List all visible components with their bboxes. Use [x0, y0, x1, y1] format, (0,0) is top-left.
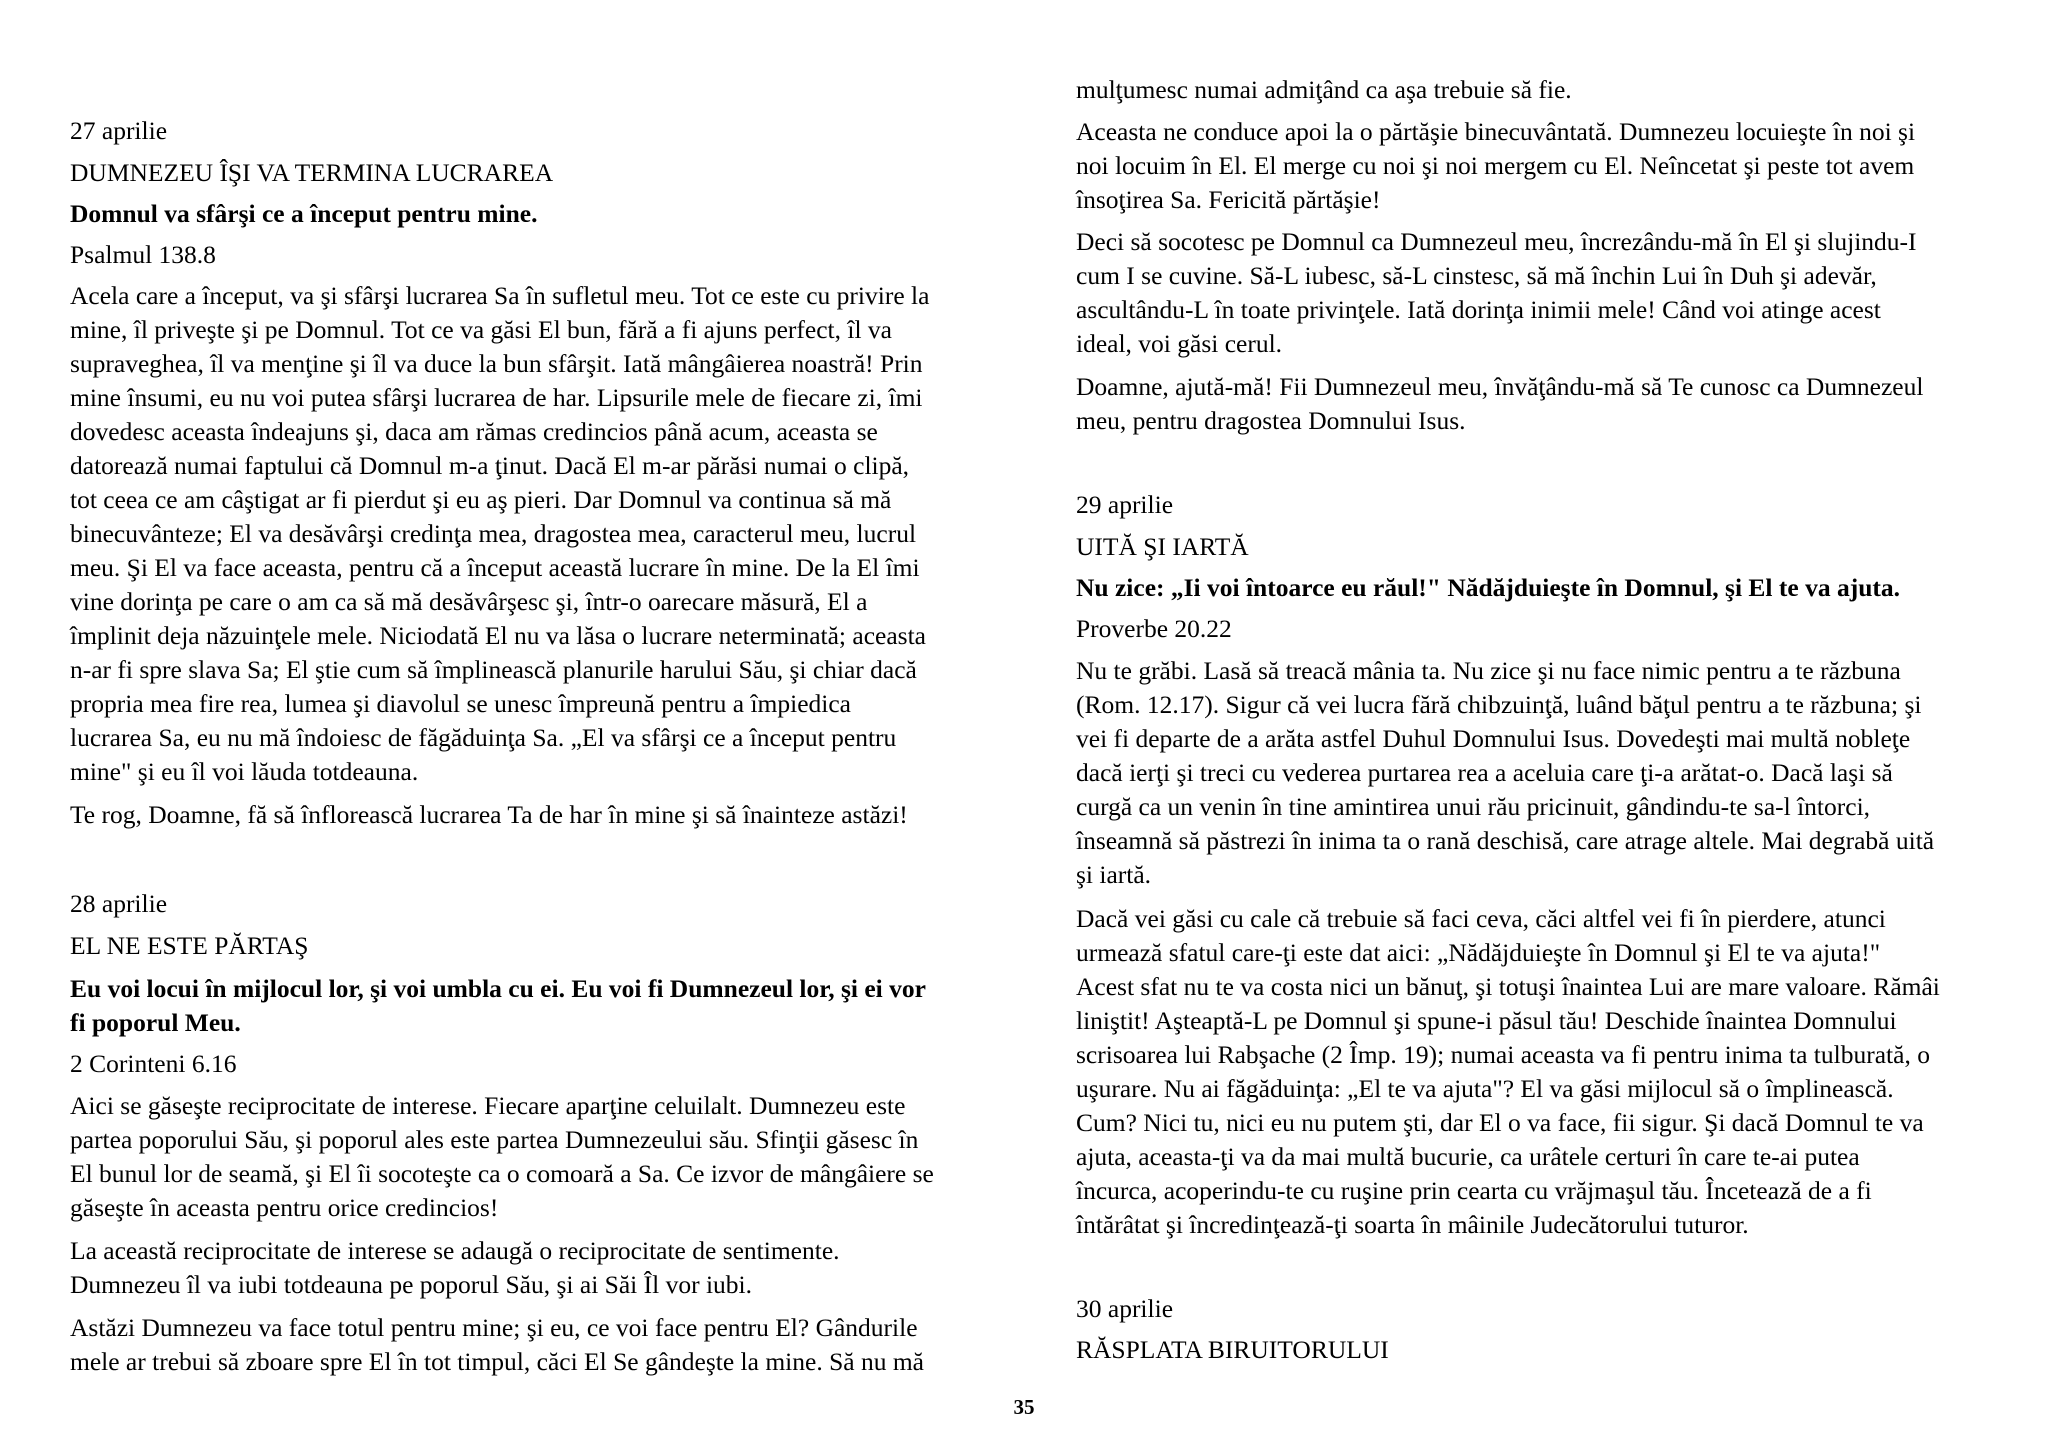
body-line: ideal, voi găsi cerul. [1076, 329, 1283, 358]
body-line: ascultându-L în toate privinţele. Iată dorinţa inimii mele! Când voi atinge acest [1076, 295, 1881, 324]
entry-date: 30 aprilie [1076, 1294, 1174, 1323]
body-line: (Rom. 12.17). Sigur că vei lucra fără chibzuinţă, luând băţul pentru a te răzbuna; şi [1076, 690, 1922, 719]
body-line: curgă ca un venin în tine amintirea unui rău pricinuit, gândindu-te sa-l întorci, [1076, 792, 1871, 821]
body-line: urmează sfatul care-ţi este dat aici: „Nădăjduieşte în Domnul şi El te va ajuta!" [1076, 938, 1881, 967]
entry-title: DUMNEZEU ÎŞI VA TERMINA LUCRAREA [70, 158, 554, 187]
body-line: împlinit deja năzuinţele mele. Niciodată El nu va lăsa o lucrare neterminată; aceasta [70, 621, 926, 650]
body-line: Acest sfat nu te va costa nici un bănuţ, şi totuşi înaintea Lui are mare valoare. Rămâi [1076, 972, 1940, 1001]
body-line: lucrarea Sa, eu nu mă îndoiesc de făgăduinţa Sa. „El va sfârşi ce a început pentru [70, 723, 897, 752]
body-line: Cum? Nici tu, nici eu nu putem şti, dar El o va face, fii sigur. Şi dacă Domnul te va [1076, 1108, 1924, 1137]
body-line: cum I se cuvine. Să-L iubesc, să-L cinstesc, să mă închin Lui în Duh şi adevăr, [1076, 261, 1877, 290]
body-line: mine, îl priveşte şi pe Domnul. Tot ce va găsi El bun, fără a fi ajuns perfect, îl va [70, 315, 893, 344]
body-line: Dacă vei găsi cu cale că trebuie să faci ceva, căci altfel vei fi în pierdere, atunci [1076, 904, 1886, 933]
body-line: n-ar fi spre slava Sa; El ştie cum să împlinească planurile harului Său, şi chiar dacă [70, 655, 917, 684]
body-line: La această reciprocitate de interese se adaugă o reciprocitate de sentimente. [70, 1236, 840, 1265]
body-line: încurca, acoperindu-te cu ruşine prin cearta cu vrăjmaşul tău. Încetează de a fi [1076, 1176, 1872, 1205]
entry-reference: Proverbe 20.22 [1076, 614, 1232, 643]
entry-title: RĂSPLATA BIRUITORULUI [1076, 1335, 1389, 1364]
body-line: vine dorinţa pe care o am ca să mă desăvârşesc şi, într-o oarecare măsură, El a [70, 587, 868, 616]
entry-title: UITĂ ŞI IARTĂ [1076, 532, 1249, 561]
body-line: Acela care a început, va şi sfârşi lucrarea Sa în sufletul meu. Tot ce este cu privire la [70, 281, 930, 310]
entry-verse: Domnul va sfârşi ce a început pentru mine. [70, 199, 538, 228]
body-line: meu. Şi El va face aceasta, pentru că a început această lucrare în mine. De la El îmi [70, 553, 920, 582]
entry-reference: Psalmul 138.8 [70, 240, 216, 269]
body-line: Deci să socotesc pe Domnul ca Dumnezeul meu, încrezându-mă în El şi slujindu-I [1076, 227, 1917, 256]
body-line: propria mea fire rea, lumea şi diavolul se unesc împreună pentru a împiedica [70, 689, 851, 718]
entry-verse: Eu voi locui în mijlocul lor, şi voi umbla cu ei. Eu voi fi Dumnezeul lor, şi ei vor [70, 974, 926, 1003]
entry-prayer: meu, pentru dragostea Domnului Isus. [1076, 406, 1466, 435]
body-line: mulţumesc numai admiţând ca aşa trebuie să fie. [1076, 75, 1572, 104]
body-line: Aici se găseşte reciprocitate de interese. Fiecare aparţine celuilalt. Dumnezeu este [70, 1091, 906, 1120]
body-line: liniştit! Aşteaptă-L pe Domnul şi spune-i păsul tău! Deschide înaintea Domnului [1076, 1006, 1897, 1035]
entry-date: 29 aprilie [1076, 490, 1174, 519]
body-line: vei fi departe de a arăta astfel Duhul Domnului Isus. Dovedeşti mai multă nobleţe [1076, 724, 1911, 753]
entry-date: 28 aprilie [70, 889, 168, 918]
entry-prayer: Te rog, Doamne, fă să înflorească lucrarea Ta de har în mine şi să înainteze astăzi! [70, 800, 908, 829]
entry-prayer: Doamne, ajută-mă! Fii Dumnezeul meu, învăţându-mă să Te cunosc ca Dumnezeul [1076, 372, 1924, 401]
page-number: 35 [1013, 1395, 1035, 1419]
entry-date: 27 aprilie [70, 116, 168, 145]
body-line: şi iartă. [1076, 860, 1152, 889]
entry-reference: 2 Corinteni 6.16 [70, 1049, 237, 1078]
body-line: dovedesc aceasta îndeajuns şi, daca am rămas credincios până acum, aceasta se [70, 417, 878, 446]
body-line: uşurare. Nu ai făgăduinţa: „El te va ajuta"? El va găsi mijlocul să o împlinească. [1076, 1074, 1894, 1103]
body-line: Astăzi Dumnezeu va face totul pentru mine; şi eu, ce voi face pentru El? Gândurile [70, 1313, 918, 1342]
body-line: noi locuim în El. El merge cu noi şi noi mergem cu El. Neîncetat şi peste tot avem [1076, 151, 1915, 180]
body-line: mine însumi, eu nu voi putea sfârşi lucrarea de har. Lipsurile mele de fiecare zi, îmi [70, 383, 923, 412]
body-line: supraveghea, îl va menţine şi îl va duce la bun sfârşit. Iată mângâierea noastră! Prin [70, 349, 923, 378]
body-line: partea poporului Său, şi poporul ales este partea Dumnezeului său. Sfinţii găsesc în [70, 1125, 919, 1154]
body-line: dacă ierţi şi treci cu vederea purtarea rea a aceluia care ţi-a arătat-o. Dacă laşi să [1076, 758, 1893, 787]
body-line: întărâtat şi încredinţează-ţi soarta în mâinile Judecătorului tuturor. [1076, 1210, 1749, 1239]
body-line: însoţirea Sa. Fericită părtăşie! [1076, 185, 1381, 214]
body-line: Nu te grăbi. Lasă să treacă mânia ta. Nu zice şi nu face nimic pentru a te răzbuna [1076, 656, 1901, 685]
body-line: înseamnă să păstrezi în inima ta o rană deschisă, care atrage altele. Mai degrabă uită [1076, 826, 1935, 855]
entry-verse: fi poporul Meu. [70, 1008, 241, 1037]
body-line: mine" şi eu îl voi lăuda totdeauna. [70, 757, 419, 786]
body-line: ajuta, aceasta-ţi va da mai multă bucurie, ca urâtele certuri în care te-ai putea [1076, 1142, 1860, 1171]
body-line: tot ceea ce am câştigat ar fi pierdut şi eu aş pieri. Dar Domnul va continua să mă [70, 485, 892, 514]
body-line: datorează numai faptului că Domnul m-a ţinut. Dacă El m-ar părăsi numai o clipă, [70, 451, 910, 480]
body-line: mele ar trebui să zboare spre El în tot timpul, căci El Se gândeşte la mine. Să nu mă [70, 1347, 924, 1376]
body-line: Dumnezeu îl va iubi totdeauna pe poporul Său, şi ai Săi Îl vor iubi. [70, 1270, 752, 1299]
body-line: găseşte în aceasta pentru orice credincios! [70, 1193, 499, 1222]
body-line: binecuvânteze; El va desăvârşi credinţa mea, dragostea mea, caracterul meu, lucrul [70, 519, 917, 548]
entry-title: EL NE ESTE PĂRTAŞ [70, 931, 309, 960]
entry-verse: Nu zice: „Ii voi întoarce eu răul!" Nădăjduieşte în Domnul, şi El te va ajuta. [1076, 573, 1900, 602]
body-line: scrisoarea lui Rabşache (2 Împ. 19); numai aceasta va fi pentru inima ta tulburată, o [1076, 1040, 1930, 1069]
body-line: Aceasta ne conduce apoi la o părtăşie binecuvântată. Dumnezeu locuieşte în noi şi [1076, 117, 1916, 146]
body-line: El bunul lor de seamă, şi El îi socoteşte ca o comoară a Sa. Ce izvor de mângâiere se [70, 1159, 934, 1188]
